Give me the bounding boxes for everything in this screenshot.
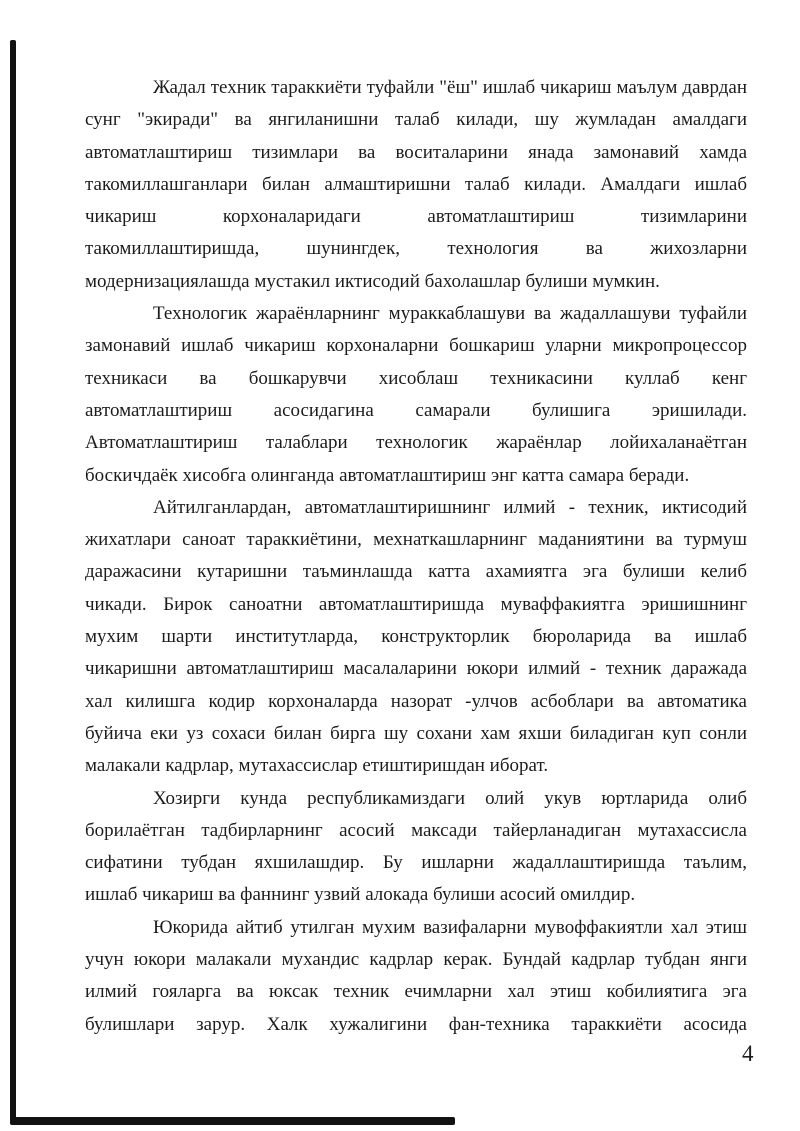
- text-line: сифатини тубдан яхшилашдир. Бу ишларни жадаллаштиришда таълим,: [85, 852, 747, 874]
- text-line: автоматлаштириш асосидагина самарали булишига эришилади.: [85, 399, 747, 421]
- text-line: булишлари зарур. Халк хужалигини фан-техника тараккиёти асосида: [85, 1013, 747, 1035]
- text-line: боскичдаёк хисобга олинганда автоматлаштириш энг катта самара беради.: [85, 464, 690, 486]
- text-line: даражасини кутаришни таъминлашда катта ахамиятга эга булиши келиб: [85, 561, 747, 583]
- text-line: такомиллашганлари билан алмаштиришни талаб килади. Амалдаги ишлаб: [85, 173, 747, 195]
- text-line: буйича еки уз сохаси билан бирга шу сохани хам яхши биладиган куп сонли: [85, 722, 747, 744]
- text-line: борилаётган тадбирларнинг асосий максади тайерланадиган мутахассисла: [85, 819, 747, 841]
- text-line: Технологик жараёнларнинг мураккаблашуви ва жадаллашуви туфайли: [153, 303, 747, 325]
- text-line: мухим шарти институтларда, конструкторлик бюроларида ва ишлаб: [85, 626, 747, 648]
- text-line: Хозирги кунда республикамиздаги олий укув юртларида олиб: [153, 787, 747, 809]
- text-line: Автоматлаштириш талаблари технологик жараёнлар лойихаланаётган: [85, 432, 747, 454]
- text-line: Айтилганлардан, автоматлаштиришнинг илмий - техник, иктисодий: [153, 496, 747, 518]
- text-line: учун юкори малакали мухандис кадрлар керак. Бундай кадрлар тубдан янги: [85, 949, 747, 971]
- text-line: Юкорида айтиб утилган мухим вазифаларни мувоффакиятли хал этиш: [153, 916, 747, 938]
- scan-edge-artifact-left: [10, 40, 16, 1124]
- text-line: техникаси ва бошкарувчи хисоблаш техникасини куллаб кенг: [85, 367, 747, 389]
- page-number: 4: [742, 1041, 754, 1066]
- text-line: чикади. Бирок саноатни автоматлаштиришда муваффакиятга эришишнинг: [85, 593, 747, 615]
- page-body-text: [85, 72, 747, 1041]
- text-line: такомиллаштиришда, шунингдек, технология ва жихозларни: [85, 238, 747, 260]
- text-line: хал килишга кодир корхоналарда назорат -улчов асбоблари ва автоматика: [85, 690, 747, 712]
- text-line: жихатлари саноат тараккиётини, мехнаткашларнинг маданиятини ва турмуш: [85, 529, 747, 551]
- text-line: малакали кадрлар, мутахассислар етиштиришдан иборат.: [85, 755, 549, 777]
- text-line: модернизациялашда мустакил иктисодий бахолашлар булиши мумкин.: [85, 270, 660, 292]
- text-line: ишлаб чикариш ва фаннинг узвий алокада булиши асосий омилдир.: [85, 884, 636, 906]
- text-line: Жадал техник тараккиёти туфайли "ёш" ишлаб чикариш маълум даврдан: [153, 77, 747, 98]
- text-line: автоматлаштириш тизимлари ва воситаларини янада замонавий хамда: [85, 141, 747, 163]
- text-line: чикаришни автоматлаштириш масалаларини юкори илмий - техник даражада: [85, 658, 747, 680]
- scan-edge-artifact-bottom: [10, 1117, 455, 1125]
- text-line: замонавий ишлаб чикариш корхоналарни бошкариш уларни микропроцессор: [85, 335, 747, 357]
- text-line: илмий гояларга ва юксак техник ечимларни хал этиш кобилиятига эга: [85, 981, 747, 1003]
- text-line: сунг "экиради" ва янгиланишни талаб килади, шу жумладан амалдаги: [85, 109, 747, 131]
- text-line: чикариш корхоналаридаги автоматлаштириш тизимларини: [85, 206, 747, 228]
